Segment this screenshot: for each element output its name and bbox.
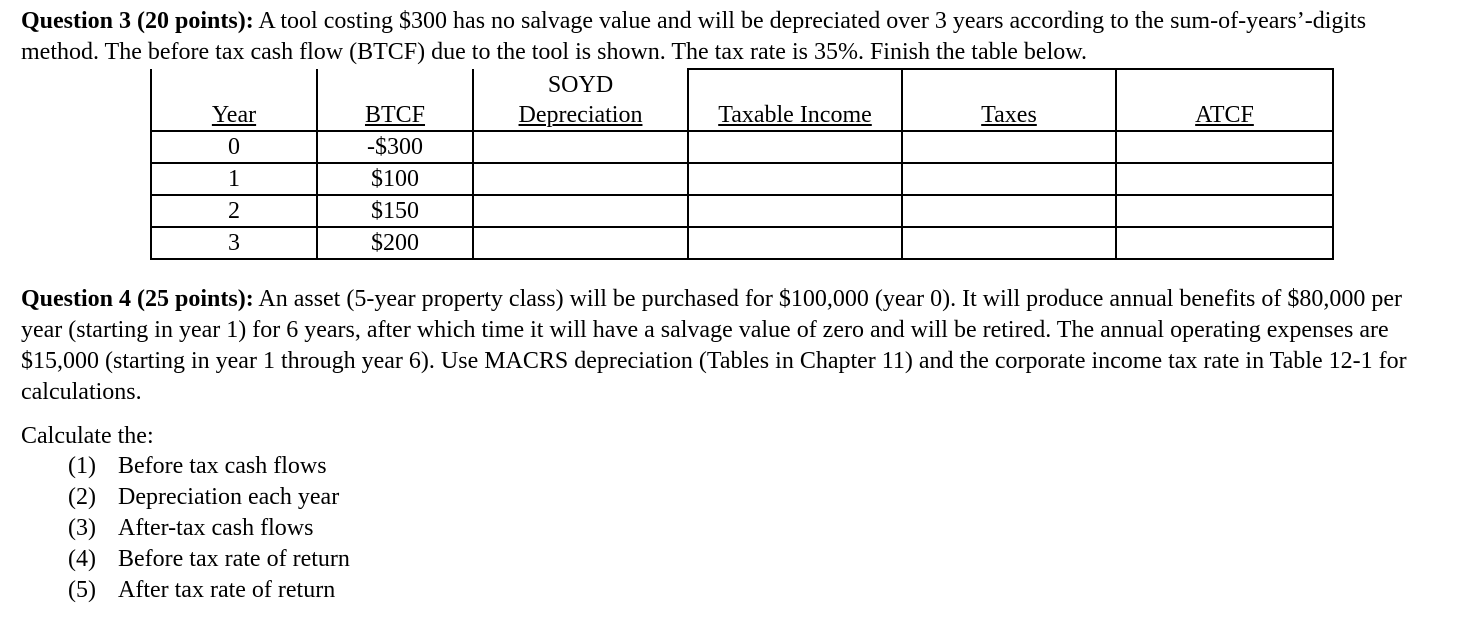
task-number: (5) [68,577,96,603]
task-text: Depreciation each year [118,484,340,510]
cell-atcf[interactable] [1116,163,1333,195]
cell-year: 2 [151,195,317,227]
question-3-heading: Question 3 (20 points): [21,8,254,34]
header-soyd-depreciation [473,69,688,131]
cell-atcf[interactable] [1116,227,1333,259]
cell-taxable-income[interactable] [688,195,902,227]
calculate-intro: Calculate the: [21,423,154,449]
task-text: Before tax cash flows [118,453,327,479]
cell-taxable-income[interactable] [688,227,902,259]
cell-year: 1 [151,163,317,195]
question-3-text: A tool costing $300 has no salvage value and will be depreciated over 3 years according to the sum-of-years’-digits method. The before tax cash flow (BTCF) due to the tool is shown. The tax rate is 35%. Finish the table below. [21,8,1367,65]
table-row [151,195,1333,227]
header-soyd-line2: Depreciation [518,102,643,128]
cell-depreciation[interactable] [473,195,688,227]
table-row [151,227,1333,259]
cell-btcf: $200 [317,227,473,259]
cell-year: 0 [151,131,317,163]
task-text: After-tax cash flows [118,515,314,541]
header-soyd-line1: SOYD [547,72,614,98]
cell-taxable-income[interactable] [688,131,902,163]
header-btcf: BTCF [317,69,473,131]
table-header-row [151,69,1333,131]
cell-taxes[interactable] [902,163,1116,195]
header-taxes: Taxes [902,69,1116,131]
task-text: Before tax rate of return [118,546,350,572]
list-item [68,482,350,513]
list-item [68,575,350,606]
task-list [68,451,350,606]
header-taxable-income: Taxable Income [688,69,902,131]
task-text: After tax rate of return [118,577,336,603]
cell-btcf: $100 [317,163,473,195]
list-item [68,451,350,482]
cell-depreciation[interactable] [473,163,688,195]
list-item [68,513,350,544]
cell-depreciation[interactable] [473,227,688,259]
task-number: (1) [68,453,96,479]
cell-depreciation[interactable] [473,131,688,163]
cell-atcf[interactable] [1116,131,1333,163]
question-3-paragraph [21,6,1441,68]
cell-btcf: $150 [317,195,473,227]
cell-btcf: -$300 [317,131,473,163]
task-number: (2) [68,484,96,510]
task-number: (3) [68,515,96,541]
cell-year: 3 [151,227,317,259]
list-item [68,544,350,575]
cell-taxes[interactable] [902,227,1116,259]
cell-taxes[interactable] [902,131,1116,163]
table-row [151,131,1333,163]
task-number: (4) [68,546,96,572]
table-row [151,163,1333,195]
question-4-paragraph [21,284,1441,408]
question-4-text: An asset (5-year property class) will be purchased for $100,000 (year 0). It will produce annual benefits of $80,000 per year (starting in year 1) for 6 years, after which time it will have a salvage value of zero and will be retired. The annual operating expenses are $15,000 (starting in year 1 through year 6). Use MACRS depreciation (Tables in Chapter 11) and the corporate income tax rate in Table 12-1 for calculations. [21,286,1407,405]
cell-taxable-income[interactable] [688,163,902,195]
question-4-heading: Question 4 (25 points): [21,286,254,312]
header-atcf: ATCF [1116,69,1333,131]
depreciation-table [150,68,1334,260]
cell-taxes[interactable] [902,195,1116,227]
header-year: Year [151,69,317,131]
cell-atcf[interactable] [1116,195,1333,227]
